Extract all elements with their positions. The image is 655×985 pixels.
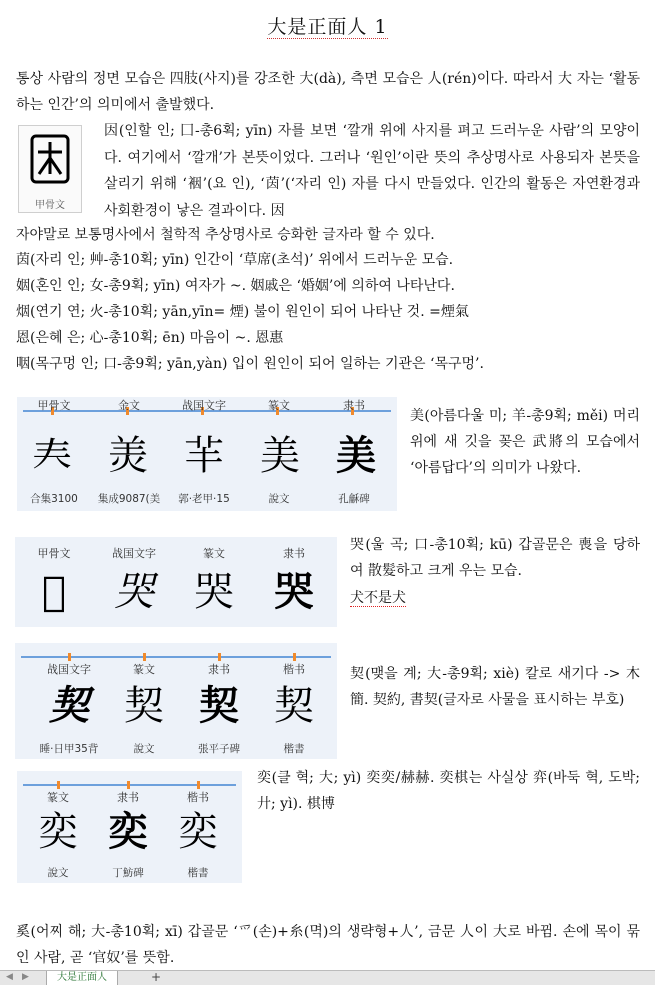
tab-scroll-right-icon[interactable]: ▶: [22, 972, 29, 982]
yin-oracle-glyph-icon: [20, 128, 80, 194]
qi-tick: [293, 653, 296, 661]
yi-header: 楷书: [187, 791, 209, 804]
yin-paragraph: 因(인할 인; 囗-총6획; yīn) 자를 보면 ‘깔개 위에 사지를 펴고 드러누운 사람’의 모양이다. 여기에서 ‘깔개’가 본뜻이었다. 그러나 ‘원인’이란 뜻의 추상명사로 사용되자 본뜻을 살리기 위해 ‘裀’(요 인), ‘茵’(‘자리 인) 자를 다시 만들었다. 인간의 활동은 자연환경과 사회환경이 낳은 결과이다. 因: [104, 123, 640, 219]
qi-tick: [68, 653, 71, 661]
qi-text: 契(맺을 계; 大-총9획; xiè) 칼로 새기다 -> 木簡. 契約, 書契(글자로 사물을 표시하는 부호): [350, 666, 640, 708]
qi-evolution-strip: [15, 643, 337, 759]
entry-yan-smoke: 烟(연기 연; 火-총10획; yān,yīn= 煙) 불이 원인이 되어 나타난 것. =煙氣: [16, 304, 469, 320]
ku-glyph: 哭: [114, 569, 154, 615]
qi-glyph: 契: [49, 682, 89, 729]
ku-evolution-strip: [15, 537, 337, 627]
yin-figure-caption: 甲骨文: [35, 200, 65, 211]
yin-oracle-figure: [18, 125, 82, 213]
yin-paragraph-end: 자야말로 보통명사에서 철학적 추상명사로 승화한 글자라 할 수 있다.: [16, 227, 435, 243]
entry-yin-mat: 茵(자리 인; 艸-총10획; yīn) 인간이 ‘草席(초석)’ 위에서 드러누운 모습.: [16, 252, 454, 268]
qi-header: 楷书: [283, 663, 305, 676]
mei-header: 篆文: [268, 399, 290, 412]
ku-glyph: 𡀁: [41, 569, 66, 615]
ku-note: [350, 588, 406, 608]
qi-header: 篆文: [133, 663, 155, 676]
ku-glyph: 哭: [194, 569, 234, 615]
mei-header: 甲骨文: [37, 399, 71, 412]
mei-header: 金文: [118, 399, 140, 412]
add-sheet-button[interactable]: +: [150, 970, 162, 984]
page-title: 大是正面人 1: [267, 16, 388, 38]
qi-glyph: 契: [274, 683, 314, 729]
entry-yin-marriage: 姻(혼인 인; 女-총9획; yīn) 여자가 ~. 姻戚은 ‘婚姻’에 의하여 나타난다.: [16, 278, 455, 294]
mei-evolution-strip: [17, 397, 397, 511]
yi-glyph: 奕: [38, 809, 78, 855]
qi-header: 战国文字: [47, 663, 91, 676]
sheet-tab-bar: [0, 970, 655, 985]
entry-yin-throat: 咽(목구멍 인; 口-총9획; yān,yàn) 입이 원인이 되어 일하는 기관은 ‘목구멍’.: [16, 356, 484, 372]
yi-tick: [127, 781, 130, 789]
yi-glyph: 奕: [108, 808, 148, 855]
yi-evolution-strip: [17, 771, 242, 883]
mei-glyph: 羙: [108, 433, 148, 479]
yi-source: 丁魴碑: [112, 867, 144, 879]
yi-tick: [57, 781, 60, 789]
mei-glyph: 𡗗: [32, 433, 72, 479]
yi-source: 說文: [47, 867, 69, 879]
mei-header: 战国文字: [182, 399, 226, 412]
mei-source: 郭·老甲·15: [178, 493, 230, 505]
mei-glyph: 𦍋: [184, 433, 224, 479]
mei-source: 集成9087(美: [97, 493, 161, 505]
qi-source: 張平子碑: [198, 743, 240, 755]
tab-scroll-left-icon[interactable]: ◀: [6, 972, 13, 982]
mei-glyph: 美: [260, 433, 300, 479]
ku-glyph: 哭: [274, 568, 314, 615]
yi-header: 隶书: [117, 791, 139, 804]
mei-source: 說文: [268, 493, 290, 505]
qi-tick: [218, 653, 221, 661]
yi-glyph: 奕: [178, 809, 218, 855]
yi-tick: [197, 781, 200, 789]
ku-note-text: 犬不是犬: [350, 590, 406, 606]
intro-paragraph: 통상 사람의 정면 모습은 四肢(사지)를 강조한 大(dà), 측면 모습은 人(rén)이다. 따라서 大 자는 ‘활동하는 인간’의 의미에서 출발했다.: [16, 71, 640, 113]
qi-source: 睡·日甲35背: [39, 743, 99, 755]
qi-tick: [143, 653, 146, 661]
yi-text: 奕(클 혁; 大; yì) 奕奕/赫赫. 奕棋는 사실상 弈(바둑 혁, 도박; 廾; yì). 棋博: [257, 770, 640, 812]
mei-glyph: 美: [336, 432, 376, 479]
mei-header: 隶书: [343, 399, 365, 412]
mei-text: 美(아름다울 미; 羊-총9획; měi) 머리 위에 새 깃을 꽂은 武將의 모습에서 ‘아름답다’의 의미가 나왔다.: [410, 408, 640, 476]
ku-text: 哭(울 곡; 口-총10획; kū) 갑골문은 喪을 당하여 散髮하고 크게 우는 모습.: [350, 537, 640, 579]
qi-header: 隶书: [208, 663, 230, 676]
qi-glyph: 契: [124, 683, 164, 729]
qi-source: 說文: [133, 743, 155, 755]
yi-header: 篆文: [47, 791, 69, 804]
mei-source: 合集3100: [30, 493, 78, 505]
entry-en-grace: 恩(은혜 은; 心-총10획; ēn) 마음이 ~. 恩惠: [16, 330, 284, 346]
ku-header: 篆文: [203, 547, 225, 560]
sheet-tab-active[interactable]: 大是正面人: [46, 971, 118, 985]
ku-header: 甲骨文: [37, 547, 71, 560]
yi-source: 楷書: [187, 867, 209, 879]
ku-header: 隶书: [283, 547, 305, 560]
mei-source: 孔龢碑: [338, 493, 370, 505]
xi-paragraph: 奚(어찌 해; 大-총10획; xī) 갑골문 ‘爫(손)+糸(멱)의 생략형+人’, 금문 人이 大로 바뀜. 손에 목이 묶인 사람, 곧 ‘官奴’를 뜻함.: [16, 924, 640, 966]
ku-header: 战国文字: [112, 547, 156, 560]
qi-source: 楷書: [283, 743, 305, 755]
qi-glyph: 契: [199, 682, 239, 729]
